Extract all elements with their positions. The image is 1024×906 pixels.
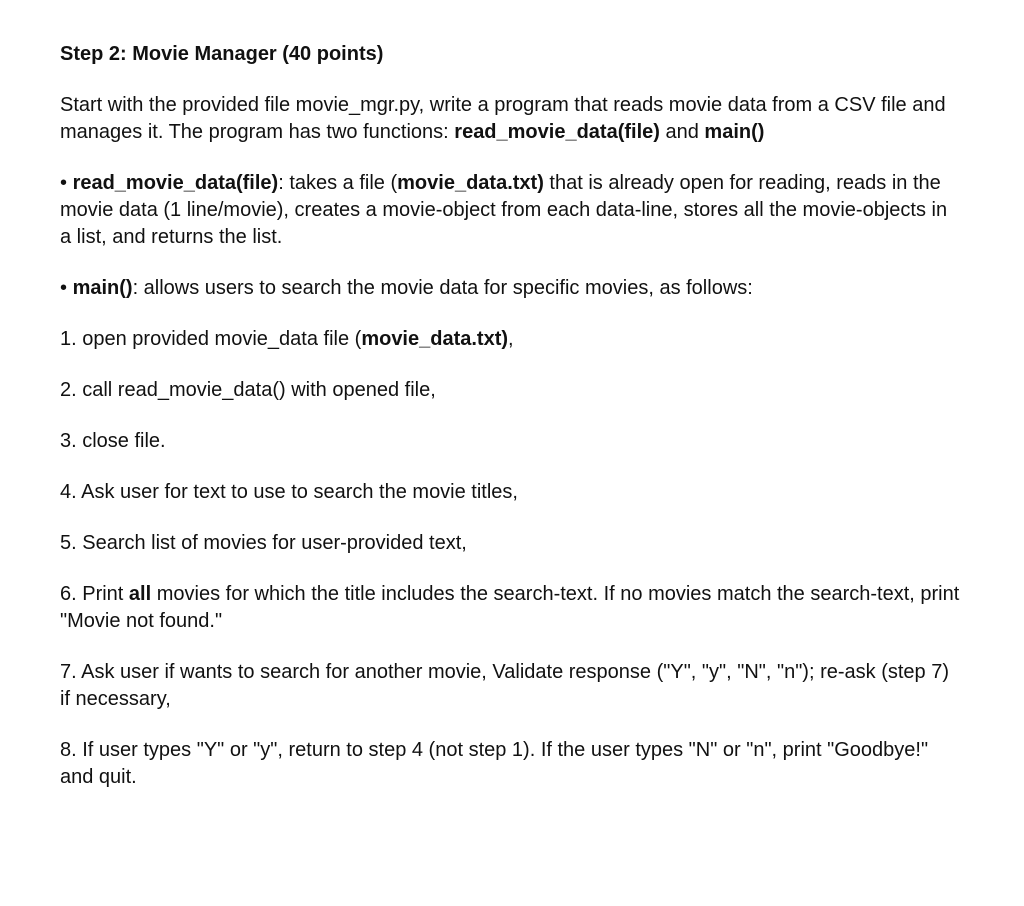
bullet1-text-2: that is already open for reading, reads in the movie data (1 line/movie), creates a movie-object from each data-line, stores all the movie-objects in a list, and returns the list.: [60, 172, 948, 248]
bullet1-bold-function: read_movie_data(file): [72, 172, 279, 194]
bullet1-text-1: : takes a file (: [278, 172, 398, 194]
intro-text-1: Start with the provided file movie_mgr.py, write a program that reads movie data from a CSV file and manages it. The program has two functions:: [60, 94, 946, 143]
step-6: [60, 581, 960, 635]
bullet-main: [60, 275, 960, 302]
step1-text-1: 1. open provided movie_data file (: [60, 328, 362, 350]
intro-paragraph: [60, 92, 960, 146]
intro-bold-main: main(): [704, 121, 765, 143]
bullet2-bold-function: main(): [72, 277, 133, 299]
bullet-dot: •: [60, 172, 73, 194]
step6-bold-all: all: [128, 583, 152, 605]
step-3: 3. close file.: [60, 430, 166, 452]
step-7: 7. Ask user if wants to search for another movie, Validate response ("Y", "y", "N", "n"); re-ask (step 7) if necessary,: [60, 661, 950, 710]
section-heading: Step 2: Movie Manager (40 points): [60, 43, 384, 65]
step1-bold-file: movie_data.txt): [361, 328, 509, 350]
step1-text-2: ,: [508, 328, 514, 350]
step-5: 5. Search list of movies for user-provided text,: [60, 532, 467, 554]
intro-bold-read-movie-data: read_movie_data(file): [454, 121, 660, 143]
step6-text-1: 6. Print: [60, 583, 129, 605]
document: [60, 40, 960, 815]
step-4: 4. Ask user for text to use to search the movie titles,: [60, 481, 518, 503]
intro-text-2: and: [659, 121, 705, 143]
step-8: 8. If user types "Y" or "y", return to step 4 (not step 1). If the user types "N" or "n", print "Goodbye!" and quit.: [60, 739, 929, 788]
step-2: 2. call read_movie_data() with opened file,: [60, 379, 436, 401]
bullet-dot: •: [60, 277, 73, 299]
bullet1-bold-file: movie_data.txt): [397, 172, 544, 194]
bullet2-text-1: : allows users to search the movie data for specific movies, as follows:: [132, 277, 753, 299]
step-1: [60, 326, 960, 353]
bullet-read-movie-data: [60, 170, 960, 251]
step6-text-2: movies for which the title includes the search-text. If no movies match the search-text, print "Movie not found.": [60, 583, 960, 632]
